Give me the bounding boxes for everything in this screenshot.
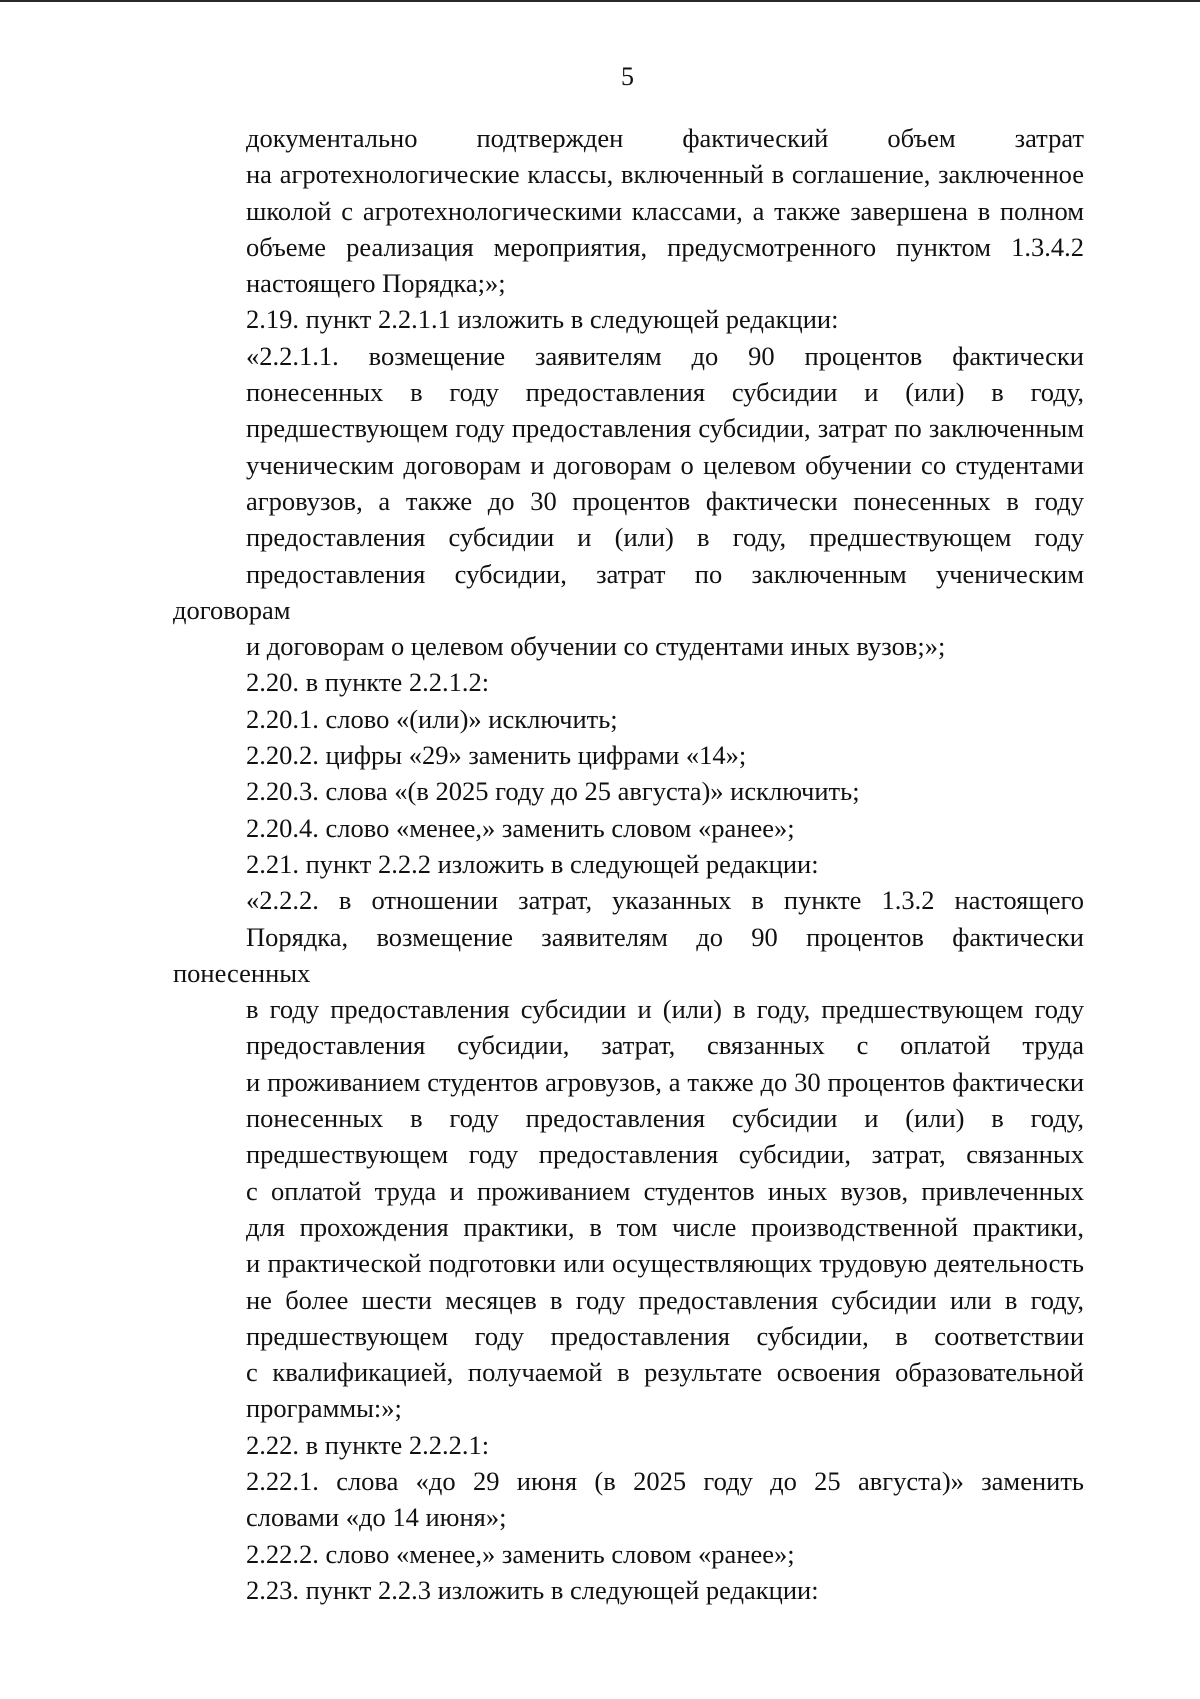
- text-line: агровузов, а также до 30 процентов фактически понесенных в году: [246, 485, 1084, 516]
- text-line: настоящего Порядка;»;: [246, 268, 506, 299]
- paragraph-p10: [173, 882, 1084, 1426]
- paragraph-p11: [173, 1427, 1084, 1463]
- paragraph-p12: [173, 1463, 1084, 1536]
- text-line: не более шести месяцев в году предоставления субсидии или в году,: [246, 1284, 1084, 1315]
- text-line: 2.22.2. слово «менее,» заменить словом «ранее»;: [246, 1538, 795, 1569]
- paragraph-p14: [173, 1572, 1084, 1608]
- top-border-line: [0, 0, 1200, 2]
- text-line: понесенных в году предоставления субсидии и (или) в году,: [246, 377, 1084, 408]
- text-line: Порядка, возмещение заявителям до 90 процентов фактически понесенных: [173, 921, 1084, 988]
- text-line: для прохождения практики, в том числе производственной практики,: [246, 1211, 1084, 1242]
- text-line: 2.21. пункт 2.2.2 изложить в следующей редакции:: [246, 848, 819, 879]
- paragraph-p2: [173, 301, 1084, 337]
- text-line: предоставления субсидии, затрат, связанных с оплатой труда: [246, 1030, 1084, 1061]
- text-line: словами «до 14 июня»;: [246, 1502, 507, 1533]
- text-line: 2.20. в пункте 2.2.1.2:: [246, 667, 490, 698]
- text-line: программы:»;: [246, 1393, 402, 1424]
- text-line: 2.22.1. слова «до 29 июня (в 2025 году до 25 августа)» заменить: [246, 1465, 1084, 1496]
- paragraph-p6: [173, 737, 1084, 773]
- text-line: 2.20.3. слова «(в 2025 году до 25 августа)» исключить;: [246, 776, 860, 807]
- text-line: школой с агротехнологическими классами, а также завершена в полном: [246, 195, 1084, 226]
- paragraph-p9: [173, 846, 1084, 882]
- text-line: предшествующем году предоставления субсидии, затрат, связанных: [246, 1139, 1084, 1170]
- text-line: и практической подготовки или осуществляющих трудовую деятельность: [246, 1248, 1084, 1279]
- text-line: предоставления субсидии, затрат по заключенным ученическим договорам: [173, 558, 1084, 625]
- text-line: предшествующем году предоставления субсидии, в соответствии: [246, 1320, 1084, 1351]
- text-line: ученическим договорам и договорам о целевом обучении со студентами: [246, 449, 1084, 480]
- paragraph-p5: [173, 701, 1084, 737]
- document-body: [173, 120, 1084, 1608]
- paragraph-p1: [173, 120, 1084, 301]
- text-line: 2.22. в пункте 2.2.2.1:: [246, 1429, 490, 1460]
- text-line: документально подтвержден фактический объем затрат: [246, 123, 1084, 153]
- text-line: с оплатой труда и проживанием студентов иных вузов, привлеченных: [246, 1175, 1084, 1206]
- text-line: предшествующем году предоставления субсидии, затрат по заключенным: [246, 413, 1084, 444]
- text-line: предоставления субсидии и (или) в году, предшествующем году: [246, 522, 1084, 553]
- paragraph-p4: [173, 664, 1084, 700]
- paragraph-p8: [173, 810, 1084, 846]
- text-line: 2.23. пункт 2.2.3 изложить в следующей редакции:: [246, 1574, 819, 1605]
- text-line: и договорам о целевом обучении со студентами иных вузов;»;: [246, 631, 946, 662]
- text-line: объеме реализация мероприятия, предусмотренного пунктом 1.3.4.2: [246, 231, 1084, 262]
- text-line: понесенных в году предоставления субсидии и (или) в году,: [246, 1103, 1084, 1134]
- text-line: 2.20.4. слово «менее,» заменить словом «ранее»;: [246, 812, 795, 843]
- text-line: в году предоставления субсидии и (или) в году, предшествующем году: [246, 994, 1084, 1025]
- page-number: 5: [621, 62, 634, 91]
- text-line: с квалификацией, получаемой в результате освоения образовательной: [246, 1357, 1084, 1388]
- paragraph-p13: [173, 1536, 1084, 1572]
- text-line: 2.20.2. цифры «29» заменить цифрами «14»;: [246, 740, 747, 771]
- text-line: на агротехнологические классы, включенный в соглашение, заключенное: [246, 159, 1084, 190]
- text-line: «2.2.1.1. возмещение заявителям до 90 процентов фактически: [246, 340, 1084, 371]
- text-line: 2.19. пункт 2.2.1.1 изложить в следующей редакции:: [246, 304, 839, 335]
- text-line: и проживанием студентов агровузов, а также до 30 процентов фактически: [246, 1066, 1084, 1097]
- paragraph-p7: [173, 773, 1084, 809]
- text-line: 2.20.1. слово «(или)» исключить;: [246, 703, 618, 734]
- paragraph-p3: [173, 338, 1084, 665]
- text-line: «2.2.2. в отношении затрат, указанных в пункте 1.3.2 настоящего: [246, 885, 1084, 916]
